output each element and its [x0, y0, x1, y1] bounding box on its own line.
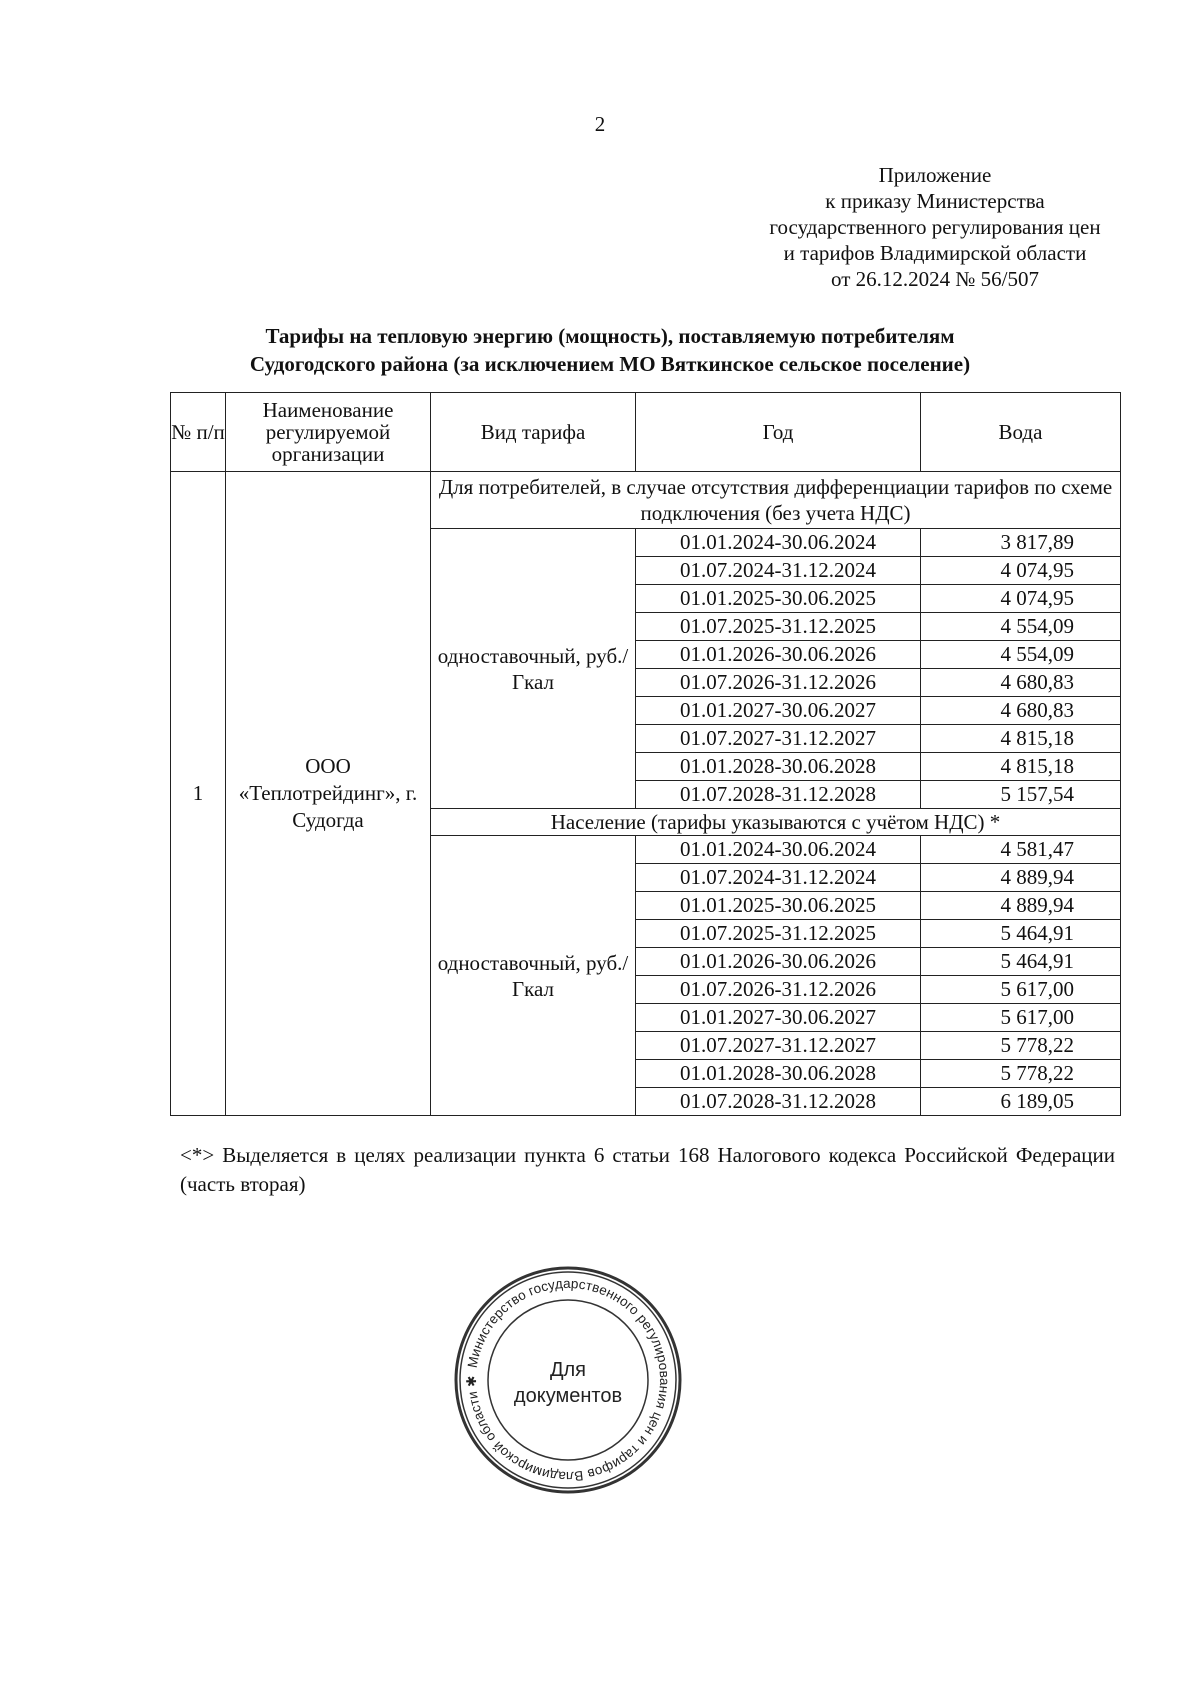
row-number: 1	[171, 472, 226, 1116]
water-value-cell: 4 680,83	[921, 669, 1121, 697]
stamp-ring-text: Министерство государственного регулирования цен и тарифов Владимирской области ✱	[463, 1275, 673, 1485]
period-cell: 01.01.2027-30.06.2027	[636, 1004, 921, 1032]
period-cell: 01.01.2028-30.06.2028	[636, 753, 921, 781]
water-value-cell: 4 815,18	[921, 725, 1121, 753]
appendix-line: к приказу Министерства	[825, 189, 1045, 213]
header-year: Год	[636, 393, 921, 472]
period-cell: 01.07.2027-31.12.2027	[636, 1032, 921, 1060]
tariff-table	[170, 392, 1121, 1116]
period-cell: 01.01.2026-30.06.2026	[636, 641, 921, 669]
document-title	[170, 322, 1050, 378]
water-value-cell: 5 778,22	[921, 1032, 1121, 1060]
official-stamp	[452, 1264, 684, 1496]
period-cell: 01.01.2024-30.06.2024	[636, 836, 921, 864]
period-cell: 01.07.2026-31.12.2026	[636, 669, 921, 697]
water-value-cell: 4 889,94	[921, 892, 1121, 920]
appendix-line: Приложение	[878, 163, 992, 187]
water-value-cell: 4 554,09	[921, 641, 1121, 669]
period-cell: 01.01.2027-30.06.2027	[636, 697, 921, 725]
water-value-cell: 4 889,94	[921, 864, 1121, 892]
header-number: № п/п	[171, 393, 226, 472]
period-cell: 01.07.2024-31.12.2024	[636, 864, 921, 892]
water-value-cell: 5 464,91	[921, 948, 1121, 976]
water-value-cell: 4 074,95	[921, 585, 1121, 613]
water-value-cell: 4 554,09	[921, 613, 1121, 641]
period-cell: 01.07.2026-31.12.2026	[636, 976, 921, 1004]
section-header-row	[171, 472, 1121, 529]
table-header-row	[171, 393, 1121, 472]
stamp-center-line: Для	[549, 1359, 587, 1381]
water-value-cell: 3 817,89	[921, 529, 1121, 557]
period-cell: 01.07.2024-31.12.2024	[636, 557, 921, 585]
appendix-block	[700, 162, 1170, 292]
water-value-cell: 5 778,22	[921, 1060, 1121, 1088]
period-cell: 01.01.2025-30.06.2025	[636, 892, 921, 920]
period-cell: 01.01.2026-30.06.2026	[636, 948, 921, 976]
period-cell: 01.07.2025-31.12.2025	[636, 613, 921, 641]
period-cell: 01.01.2024-30.06.2024	[636, 529, 921, 557]
water-value-cell: 5 617,00	[921, 1004, 1121, 1032]
water-value-cell: 4 074,95	[921, 557, 1121, 585]
water-value-cell: 5 617,00	[921, 976, 1121, 1004]
water-value-cell: 6 189,05	[921, 1088, 1121, 1116]
period-cell: 01.07.2028-31.12.2028	[636, 781, 921, 809]
title-line: Судогодского района (за исключением МО Вяткинское сельское поселение)	[249, 352, 971, 376]
header-tariff-type: Вид тарифа	[431, 393, 636, 472]
appendix-line: от 26.12.2024 № 56/507	[830, 267, 1040, 291]
section-title: Для потребителей, в случае отсутствия дифференциации тарифов по схеме подключения (без учета НДС)	[431, 472, 1121, 529]
water-value-cell: 5 157,54	[921, 781, 1121, 809]
period-cell: 01.07.2025-31.12.2025	[636, 920, 921, 948]
title-line: Тарифы на тепловую энергию (мощность), поставляемую потребителям	[265, 324, 955, 348]
stamp-center-line: документов	[513, 1385, 623, 1407]
period-cell: 01.07.2027-31.12.2027	[636, 725, 921, 753]
period-cell: 01.01.2025-30.06.2025	[636, 585, 921, 613]
header-organization: Наименование регулируемой организации	[226, 393, 431, 472]
section-title: Население (тарифы указываются с учётом НДС) *	[431, 809, 1121, 836]
appendix-line: и тарифов Владимирской области	[783, 241, 1087, 265]
header-water: Вода	[921, 393, 1121, 472]
page-number: 2	[594, 112, 606, 136]
water-value-cell: 4 581,47	[921, 836, 1121, 864]
organization-name: ООО «Теплотрейдинг», г. Судогда	[226, 472, 431, 1116]
appendix-line: государственного регулирования цен	[769, 215, 1101, 239]
water-value-cell: 4 680,83	[921, 697, 1121, 725]
period-cell: 01.01.2028-30.06.2028	[636, 1060, 921, 1088]
tariff-type: одноставочный, руб./Гкал	[431, 836, 636, 1116]
period-cell: 01.07.2028-31.12.2028	[636, 1088, 921, 1116]
water-value-cell: 5 464,91	[921, 920, 1121, 948]
tariff-type: одноставочный, руб./Гкал	[431, 529, 636, 809]
tariff-table-body	[171, 472, 1121, 1116]
footnote: <*> Выделяется в целях реализации пункта 6 статьи 168 Налогового кодекса Российской Федерации (часть вторая)	[180, 1143, 1115, 1196]
water-value-cell: 4 815,18	[921, 753, 1121, 781]
